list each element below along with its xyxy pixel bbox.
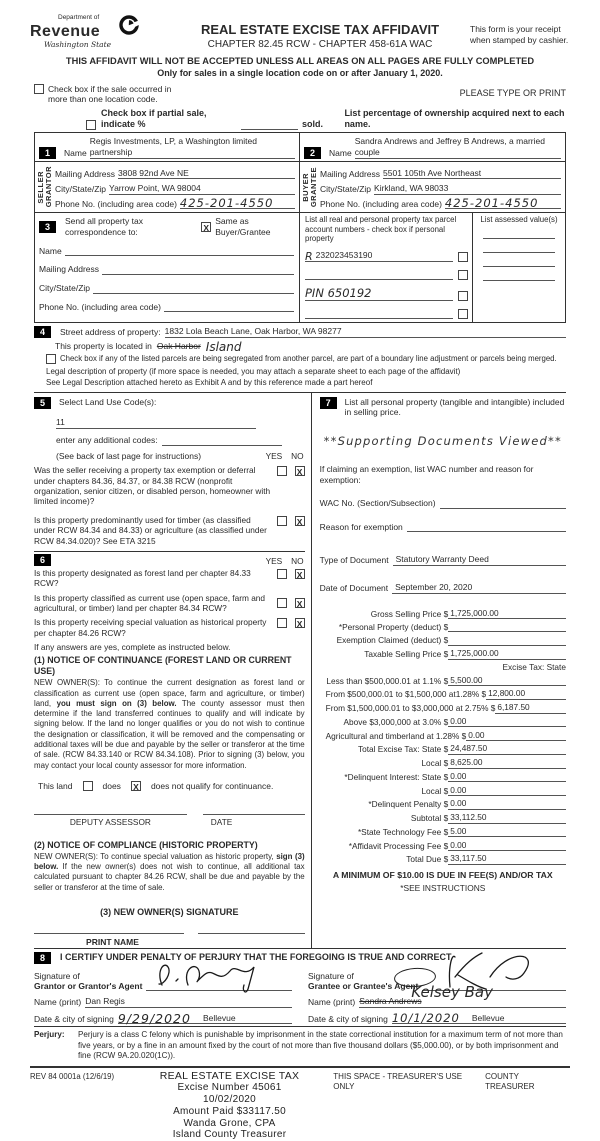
- parties-box: [34, 132, 566, 323]
- money-row: [326, 635, 566, 646]
- money-label: Total Excise Tax: State $: [357, 744, 449, 755]
- buyer-addr-value[interactable]: 5501 105th Ave Northeast: [383, 168, 561, 180]
- s5-q2-no-checkbox[interactable]: X: [295, 516, 305, 526]
- new-owner-signature-heading: (3) NEW OWNER(S) SIGNATURE: [100, 906, 239, 917]
- parcel2-personal-checkbox[interactable]: [458, 270, 468, 280]
- money-label: Taxable Selling Price $: [364, 649, 449, 660]
- correspondence-parcel-band: [35, 213, 565, 321]
- grantor-signature-block: [34, 966, 292, 1025]
- section-2-number: 2: [304, 147, 321, 159]
- parcel4-personal-checkbox[interactable]: [458, 309, 468, 319]
- corr-name-field[interactable]: [65, 255, 294, 256]
- land-does-not-checkbox[interactable]: X: [131, 781, 141, 791]
- partial-sale-row: [86, 108, 566, 131]
- money-value[interactable]: 1,725,000.00: [448, 648, 566, 659]
- section-1-number: 1: [39, 147, 56, 159]
- receipt-note-line1: This form is your receipt: [470, 24, 561, 34]
- grantee-date-city-label: Date & city of signing: [308, 1013, 388, 1024]
- assessed-values-cell: [473, 213, 565, 321]
- grantee-name-struck: Sandra Andrews: [359, 996, 422, 1007]
- stamp-excise-number: Excise Number 45061: [177, 1082, 282, 1094]
- ownership-note: List percentage of ownership acquired next to each name.: [344, 107, 565, 130]
- continuance-text-a: NEW OWNER(S): To continue the current designation as forest land or classification as current use (open space, farm and agriculture, or timber) land,: [34, 678, 305, 708]
- deputy-assessor-label: DEPUTY ASSESSOR: [69, 817, 151, 828]
- parcel1-personal-checkbox[interactable]: [458, 252, 468, 262]
- money-value[interactable]: 6,187.50: [495, 702, 566, 713]
- money-value[interactable]: 1,725,000.00: [448, 608, 566, 619]
- grantee-signature-block: [308, 966, 566, 1025]
- land-use-title: Select Land Use Code(s):: [59, 397, 157, 408]
- buyer-name-label: Name: [329, 147, 352, 158]
- money-value[interactable]: [448, 621, 566, 632]
- form-header: [0, 0, 600, 52]
- grantor-name-print-label: Name (print): [34, 997, 82, 1008]
- s5-no-label: NO: [291, 451, 304, 462]
- see-instructions-note: *SEE INSTRUCTIONS: [400, 882, 486, 893]
- money-label: Gross Selling Price $: [370, 608, 449, 619]
- seller-name-value[interactable]: Regis Investments, LP, a Washington limited partnership: [90, 136, 295, 158]
- corr-city-label: City/State/Zip: [39, 282, 91, 293]
- please-type-or-print: PLEASE TYPE OR PRINT: [459, 87, 566, 98]
- money-value[interactable]: 8,625.00: [448, 757, 566, 768]
- money-row: [326, 675, 566, 686]
- money-label: From $500,000.01 to $1,500,000 at1.28% $: [325, 689, 487, 700]
- money-row: [326, 785, 566, 796]
- located-in-label: This property is located in: [55, 340, 152, 351]
- continuance-text-bold: you must sign on (3) below.: [56, 698, 177, 708]
- assessor-date-label: DATE: [210, 817, 233, 828]
- multi-location-label: Check box if the sale occurred in more than one location code.: [48, 83, 172, 105]
- section-7-number: 7: [320, 397, 337, 409]
- notice-continuance-heading: (1) NOTICE OF CONTINUANCE (FOREST LAND OR CURRENT USE): [34, 655, 292, 677]
- money-label: Agricultural and timberland at 1.28% $: [325, 730, 467, 741]
- buyer-side-label-2: GRANTEE: [309, 166, 318, 208]
- money-row: [326, 853, 566, 864]
- new-owner-signature-field-1[interactable]: [34, 932, 184, 934]
- money-row: [326, 621, 566, 632]
- money-value[interactable]: 5.00: [448, 826, 566, 837]
- parcel3-personal-checkbox[interactable]: [458, 291, 468, 301]
- land-does-checkbox[interactable]: [83, 781, 93, 791]
- assessor-date-field[interactable]: [203, 813, 305, 815]
- grantor-name-print-value[interactable]: Dan Regis: [85, 996, 292, 1008]
- grantor-sig-of-label: Signature of: [34, 970, 80, 981]
- seller-addr-value[interactable]: 3808 92nd Ave NE: [118, 168, 295, 180]
- s6-no-label: NO: [291, 555, 304, 566]
- grantee-sig-of-label: Signature of: [308, 970, 354, 981]
- money-label: Above $3,000,000 at 3.0% $: [343, 716, 449, 727]
- money-label: Exemption Claimed (deduct) $: [336, 635, 449, 646]
- seller-name-label: Name: [64, 147, 87, 158]
- exemption-note: If claiming an exemption, list WAC number and reason for exemption:: [319, 464, 534, 485]
- parcel1-prefix: R: [305, 249, 313, 263]
- grantor-date-city-label: Date & city of signing: [34, 1013, 114, 1024]
- money-label: Less than $500,000.01 at 1.1% $: [326, 675, 449, 686]
- perjury-label: Perjury:: [34, 1030, 65, 1040]
- additional-codes-field[interactable]: [162, 445, 282, 446]
- money-label: *Delinquent Interest: State $: [344, 771, 449, 782]
- date-of-document-value[interactable]: September 20, 2020: [392, 582, 566, 594]
- seller-addr-label: Mailing Address: [55, 168, 116, 179]
- left-column: [34, 393, 311, 948]
- treasurer-stamp: [132, 1070, 328, 1141]
- located-hand-value: Island: [205, 339, 242, 354]
- assessed-field-4[interactable]: [483, 279, 555, 281]
- pre-form-row: [34, 84, 566, 105]
- corr-city-field[interactable]: [93, 293, 294, 294]
- buyer-addr-label: Mailing Address: [320, 168, 381, 179]
- parcel4-value[interactable]: [305, 307, 453, 319]
- money-row: [326, 688, 566, 699]
- money-value[interactable]: 33,112.50: [448, 812, 566, 823]
- logo-state-text: Washington State: [44, 40, 112, 50]
- money-row: [326, 826, 566, 837]
- seller-side-label-1: SELLER: [35, 170, 45, 204]
- wac-label: WAC No. (Section/Subsection): [319, 498, 436, 509]
- logo-revenue-text: Revenue: [30, 23, 101, 41]
- s5-yes-label: YES: [265, 451, 283, 462]
- notice-compliance-paragraph: [34, 852, 305, 893]
- money-label: *Affidavit Processing Fee $: [348, 840, 449, 851]
- money-label: Local $: [421, 785, 449, 796]
- section-4-number: 4: [34, 326, 51, 338]
- money-value[interactable]: 33,117.50: [448, 853, 566, 864]
- money-label: From $1,500,000.01 to $3,000,000 at 2.75% $: [325, 703, 496, 714]
- money-row: [326, 798, 566, 809]
- middle-columns: [34, 393, 566, 949]
- grantor-signature-field[interactable]: [146, 974, 292, 991]
- street-address-value[interactable]: 1832 Lola Beach Lane, Oak Harbor, WA 98277: [164, 326, 342, 337]
- footer: [30, 1066, 570, 1141]
- s6-q1-yes-checkbox[interactable]: [277, 569, 287, 579]
- located-struck-value: Oak Harbor: [156, 340, 201, 351]
- money-section: [326, 608, 566, 865]
- name-band: [35, 133, 565, 161]
- money-row: [326, 702, 566, 713]
- parcel-header: List all real and personal property tax parcel account numbers - check box if personal property: [305, 215, 457, 244]
- logo-dept-text: Department of: [58, 14, 100, 21]
- s6-q2-no-checkbox[interactable]: X: [295, 598, 305, 608]
- money-row: [326, 716, 566, 727]
- money-row: [326, 812, 566, 823]
- land-use-code-value[interactable]: 11: [56, 417, 256, 430]
- assessed-field-2[interactable]: [483, 251, 555, 253]
- parcel2-value[interactable]: [305, 268, 453, 280]
- s6-question-2: Is this property classified as current use (open space, farm and agricultural, or timber) land per chapter 84.34 RCW?: [34, 592, 266, 613]
- money-value[interactable]: 12,800.00: [486, 688, 566, 699]
- assessed-field-3[interactable]: [483, 265, 555, 267]
- grantee-name-handwritten: Kelsey Bay: [411, 983, 493, 1002]
- parcel-numbers-cell: [300, 213, 473, 321]
- multi-location-checkbox[interactable]: [34, 84, 44, 94]
- receipt-note-line2: when stamped by cashier.: [470, 35, 569, 46]
- money-label: *Delinquent Penalty $: [368, 799, 449, 810]
- continuance-text-c: The county assessor must then determine if the land transferred continues to qualify and will indicate by signing below. If the land no longer qualifies or you do not wish to continue the designation or classification, it will be removed and the compensating or additional taxes will be due and payable by the seller or transferor at the time of sale. (RCW 84.33.140 or RCW 84.34.108). Prior to signing (3) below, you may contact your local county assessor for more information.: [34, 698, 305, 770]
- receipt-note: [470, 14, 582, 46]
- grantee-signing-city: Bellevue: [471, 1012, 505, 1023]
- buyer-name-value[interactable]: Sandra Andrews and Jeffrey B Andrews, a married couple: [355, 136, 561, 158]
- corr-addr-field[interactable]: [102, 274, 294, 275]
- money-value[interactable]: 0.00: [448, 785, 566, 796]
- stamp-title: REAL ESTATE EXCISE TAX: [159, 1069, 300, 1082]
- notice-compliance-heading: (2) NOTICE OF COMPLIANCE (HISTORIC PROPERTY): [34, 839, 258, 850]
- does-label: does: [102, 780, 121, 791]
- grantee-signing-date[interactable]: 10/1/2020: [391, 1011, 460, 1026]
- tax-rows: [326, 675, 566, 865]
- compliance-text-c: If the new owner(s) does not wish to continue, all additional tax calculated pursuant to chapter 84.26 RCW, shall be due and payable by the seller or transferor at the time of sale.: [34, 862, 305, 892]
- right-column: [311, 393, 566, 948]
- money-row: [326, 608, 566, 619]
- county-treasurer-label: COUNTY TREASURER: [485, 1071, 535, 1091]
- money-row: [326, 771, 566, 782]
- single-location-note: Only for sales in a single location code on or after January 1, 2020.: [157, 68, 443, 79]
- money-row: [326, 757, 566, 768]
- money-value[interactable]: 0.00: [466, 730, 566, 741]
- additional-codes-label: enter any additional codes:: [56, 435, 158, 446]
- corr-addr-label: Mailing Address: [39, 264, 100, 275]
- form-rev-number: REV 84 0001a (12/6/19): [30, 1071, 115, 1081]
- money-value[interactable]: 0.00: [448, 771, 566, 782]
- grantor-signing-date[interactable]: 9/29/2020: [117, 1011, 191, 1027]
- segregated-checkbox[interactable]: [46, 354, 56, 364]
- section-8-number: 8: [34, 952, 51, 964]
- buyer-city-label: City/State/Zip: [320, 184, 372, 195]
- form-title-block: [170, 14, 470, 52]
- new-owner-signature-field-2[interactable]: [198, 932, 305, 934]
- reason-label: Reason for exemption: [319, 521, 403, 532]
- grantee-name-print-label: Name (print): [308, 997, 356, 1008]
- sold-label: sold.: [302, 119, 324, 130]
- stamp-date: 10/02/2020: [202, 1094, 257, 1106]
- stamp-amount-paid: Amount Paid $33117.50: [173, 1105, 286, 1117]
- street-address-label: Street address of property:: [60, 327, 161, 338]
- s5-question-1: Was the seller receiving a property tax exemption or deferral under chapters 84.36, 84.37, or 84.38 RCW (nonprofit organization, senior citizen, or disabled person, homeowner with limited income)?: [34, 465, 271, 507]
- money-value[interactable]: 0.00: [448, 716, 566, 727]
- perjury-note: [34, 1030, 566, 1062]
- money-label: *Personal Property (deduct) $: [338, 622, 449, 633]
- treasurer-space-label: THIS SPACE - TREASURER'S USE ONLY: [333, 1071, 463, 1091]
- money-value[interactable]: 0.00: [448, 798, 566, 809]
- certify-statement: I CERTIFY UNDER PENALTY OF PERJURY THAT THE FOREGOING IS TRUE AND CORRECT: [60, 952, 452, 963]
- segregated-label: Check box if any of the listed parcels are being segregated from another parcel, are part of a boundary line adjustment or parcels being merged.: [60, 353, 557, 363]
- supporting-documents-stamp: **Supporting Documents Viewed**: [323, 433, 562, 448]
- s6-q3-yes-checkbox[interactable]: [277, 618, 287, 628]
- compliance-text-a: NEW OWNER(S): To continue special valuation as historic property,: [34, 851, 277, 861]
- corr-phone-label: Phone No. (including area code): [39, 301, 161, 312]
- money-value[interactable]: 24,487.50: [448, 743, 566, 754]
- money-label: Total Due $: [406, 854, 449, 865]
- send-correspondence-label: Send all property tax correspondence to:: [65, 216, 143, 238]
- acceptance-warning: THIS AFFIDAVIT WILL NOT BE ACCEPTED UNLESS ALL AREAS ON ALL PAGES ARE FULLY COMPLETED: [65, 55, 535, 66]
- section-4-property: [34, 326, 566, 393]
- section-8-certification: [34, 949, 566, 1028]
- s6-q2-yes-checkbox[interactable]: [277, 598, 287, 608]
- wac-field[interactable]: [440, 508, 566, 509]
- s5-question-2: Is this property predominantly used for timber (as classified under RCW 84.34 and 84.33) or agriculture (as classified under RCW 84.34.020)? See ETA 3215: [34, 514, 267, 546]
- perjury-text: Perjury is a class C felony which is punishable by imprisonment in the state correctional institution for a maximum term of not more than five years, or by a fine in an amount fixed by the court of not more than five thousand dollars ($5,000.00), or by both imprisonment and fine (RCW 9A.20.020(1C)).: [78, 1030, 563, 1061]
- s6-yes-label: YES: [265, 555, 283, 566]
- money-row: [326, 730, 566, 741]
- section-5-number: 5: [34, 397, 51, 409]
- type-of-document-value[interactable]: Statutory Warranty Deed: [393, 554, 566, 566]
- s5-q2-yes-checkbox[interactable]: [277, 516, 287, 526]
- stamp-signer: Wanda Grone, CPA: [183, 1117, 276, 1129]
- excise-tax-state-heading: Excise Tax: State: [502, 661, 566, 672]
- buyer-phone-value[interactable]: 425-201-4550: [445, 199, 561, 209]
- seller-city-label: City/State/Zip: [55, 184, 107, 195]
- buyer-city-value[interactable]: Kirkland, WA 98033: [374, 183, 561, 195]
- corr-phone-field[interactable]: [164, 311, 294, 312]
- money-row: [326, 840, 566, 851]
- seller-phone-value[interactable]: 425-201-4550: [180, 199, 295, 209]
- buyer-phone-label: Phone No. (including area code): [320, 198, 442, 209]
- notice-continuance-paragraph: [34, 678, 305, 770]
- section-3-number: 3: [39, 221, 56, 233]
- s6-q3-no-checkbox[interactable]: X: [295, 618, 305, 628]
- seller-side-label-2: GRANTOR: [44, 166, 53, 208]
- money-label: *State Technology Fee $: [357, 826, 449, 837]
- grantor-agent-label: Grantor or Grantor's Agent: [34, 980, 143, 991]
- s5-q1-yes-checkbox[interactable]: [277, 466, 287, 476]
- assessed-field-1[interactable]: [483, 237, 555, 239]
- seller-city-value[interactable]: Yarrow Point, WA 98004: [109, 183, 295, 195]
- assessed-header: List assessed value(s): [480, 215, 558, 225]
- price-rows: [326, 608, 566, 660]
- partial-sale-label: Check box if partial sale, indicate %: [101, 107, 207, 130]
- money-value[interactable]: 0.00: [448, 840, 566, 851]
- form-title: REAL ESTATE EXCISE TAX AFFIDAVIT: [200, 22, 440, 37]
- date-of-document-label: Date of Document: [319, 583, 389, 594]
- if-yes-note: If any answers are yes, complete as instructed below.: [34, 642, 231, 653]
- money-value[interactable]: 5,500.00: [448, 675, 566, 686]
- stamp-office: Island County Treasurer: [172, 1129, 287, 1141]
- s6-question-3: Is this property receiving special valuation as historical property per chapter 84.26 RCW?: [34, 617, 267, 638]
- partial-sale-checkbox[interactable]: [86, 120, 96, 130]
- does-not-label: does not qualify for continuance.: [150, 780, 274, 791]
- this-land-label: This land: [38, 780, 73, 791]
- parcel3-value[interactable]: PIN 650192: [305, 286, 453, 301]
- reason-field[interactable]: [407, 531, 566, 532]
- revenue-swirl-icon: [116, 12, 142, 38]
- partial-sale-percent-field[interactable]: [241, 129, 298, 130]
- same-as-buyer-checkbox[interactable]: X: [201, 222, 211, 232]
- same-as-buyer-label: Same as Buyer/Grantee: [215, 216, 271, 238]
- s6-question-1: Is this property designated as forest land per chapter 84.33 RCW?: [34, 567, 251, 589]
- print-name-label: PRINT NAME: [86, 937, 139, 948]
- deputy-assessor-signature-field[interactable]: [34, 813, 187, 815]
- form-subtitle: CHAPTER 82.45 RCW - CHAPTER 458-61A WAC: [207, 39, 433, 51]
- money-label: Local $: [421, 758, 449, 769]
- dor-logo: [30, 14, 170, 50]
- grantor-signing-city: Bellevue: [202, 1012, 236, 1023]
- money-row: [326, 743, 566, 754]
- legal-description-note: Legal description of property (if more space is needed, you may attach a separate sheet to each page of the affidavit): [46, 366, 461, 376]
- money-label: Subtotal $: [410, 813, 449, 824]
- buyer-side-label-1: BUYER: [300, 172, 310, 202]
- section-3-correspondence: [35, 213, 300, 321]
- compliance-text-bold: sign (3) below.: [34, 851, 305, 872]
- s5-q1-no-checkbox[interactable]: X: [295, 466, 305, 476]
- section-6-number: 6: [34, 554, 51, 566]
- type-of-document-label: Type of Document: [319, 555, 389, 566]
- minimum-due-note: A MINIMUM OF $10.00 IS DUE IN FEE(S) AND/OR TAX: [332, 869, 553, 880]
- see-back-note: (See back of last page for instructions): [56, 450, 202, 461]
- money-row: [326, 648, 566, 659]
- corr-name-label: Name: [39, 245, 62, 256]
- seller-phone-label: Phone No. (including area code): [55, 198, 177, 209]
- personal-property-intro: List all personal property (tangible and intangible) included in selling price.: [344, 396, 565, 418]
- parcel1-value[interactable]: 232023453190: [315, 249, 373, 260]
- legal-description-exhibit: See Legal Description attached hereto as Exhibit A and by this reference made a part hereof: [46, 377, 373, 387]
- money-value[interactable]: [448, 635, 566, 646]
- grantor-signature-scrawl: [152, 959, 282, 993]
- s6-q1-no-checkbox[interactable]: X: [295, 569, 305, 579]
- address-band: [35, 162, 565, 214]
- grantee-agent-label: Grantee or Grantee's Agent: [308, 980, 419, 991]
